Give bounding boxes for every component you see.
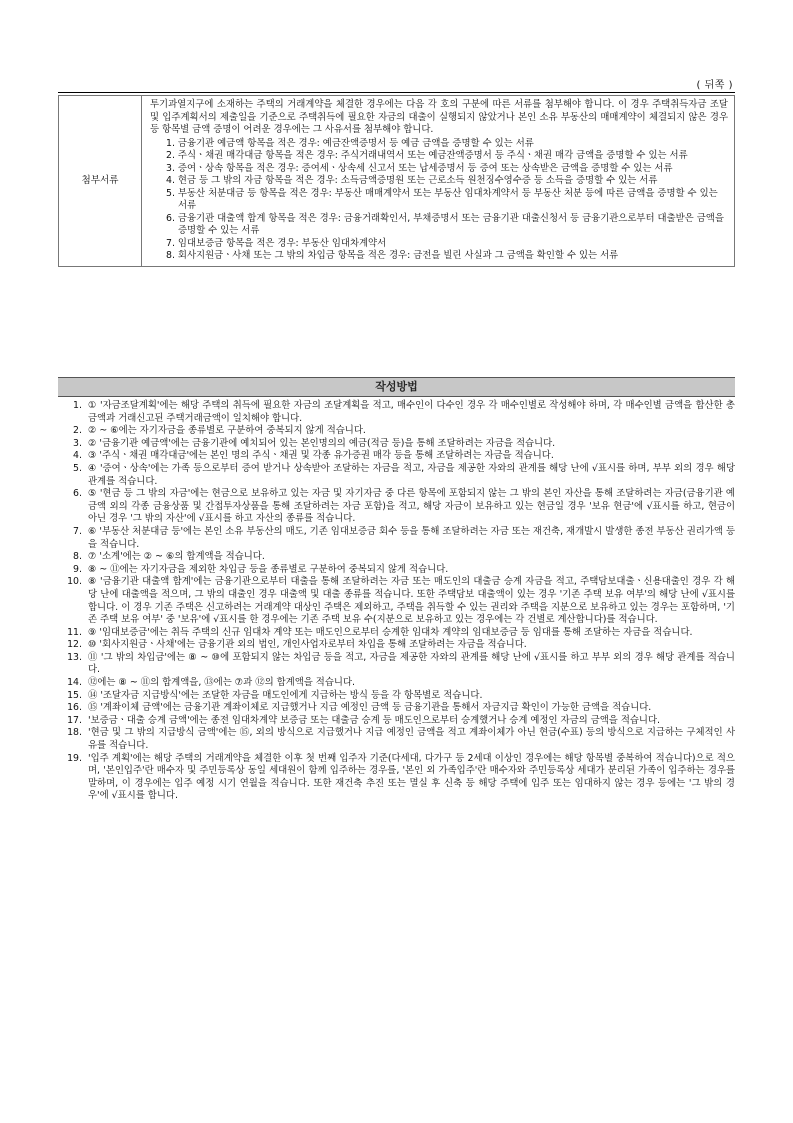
- method-item-text: ④ '증여ㆍ상속'에는 가족 등으로부터 증여 받거나 상속받아 조달하는 자금을 적고, 자금을 제공한 자와의 관계를 해당 난에 √표시를 하며, 부부 외의 경우 해당 관계를 적습니다.: [88, 462, 735, 487]
- method-item-text: ⑨ '임대보증금'에는 취득 주택의 신규 임대차 계약 또는 매도인으로부터 승계한 임대차 계약의 임대보증금 등 임대를 통해 조달하는 자금을 적습니다.: [88, 626, 693, 638]
- method-item-number: 15.: [67, 689, 82, 701]
- method-item: [58, 639, 735, 652]
- attachment-item: 1. 금융기관 예금액 항목을 적은 경우: 예금잔액증명서 등 예금 금액을 증명할 수 있는 서류: [166, 137, 534, 149]
- method-item-text: ⑩ '회사지원금ㆍ사채'에는 금융기관 외의 법인, 개인사업자로부터 차입을 통해 조달하려는 자금을 적습니다.: [88, 639, 527, 651]
- method-item-text: ⑦ '소계'에는 ② ~ ⑥의 합계액을 적습니다.: [88, 551, 265, 563]
- method-item-text: ③ '주식ㆍ채권 매각대금'에는 본인 명의 주식ㆍ채권 및 각종 유가증권 매각 등을 통해 조달하려는 자금을 적습니다.: [88, 450, 554, 462]
- method-item: [58, 526, 735, 551]
- method-item-text: ⑫에는 ⑧ ~ ⑪의 합계액을, ⑬에는 ⑦과 ⑫의 합계액을 적습니다.: [88, 677, 356, 689]
- attachment-item: 6. 금융기관 대출액 합계 항목을 적은 경우: 금융거래확인서, 부채증명서 또는 금융기관 대출신청서 등 금융기관으로부터 대출받은 금액을 증명할 수 있는 서류: [166, 212, 724, 236]
- method-item-number: 11.: [67, 626, 82, 638]
- method-item-number: 4.: [73, 450, 82, 462]
- method-item: [58, 551, 735, 564]
- method-item-text: '현금 및 그 밖의 지급방식 금액'에는 ⑮, 외의 방식으로 지급했거나 지급 예정인 금액을 적고 계좌이체가 아닌 현금(수표) 등의 방식으로 지급하는 구체적인 사유를 적습니다.: [88, 727, 735, 752]
- method-item: [58, 652, 735, 677]
- page-note: ( 뒤쪽 ): [696, 80, 733, 91]
- method-title: 작성방법: [58, 377, 735, 397]
- method-item-number: 12.: [67, 639, 82, 651]
- method-item-number: 16.: [67, 702, 82, 714]
- method-item-text: '입주 계획'에는 해당 주택의 거래계약을 체결한 이후 첫 번째 입주자 기준(다세대, 다가구 등 2세대 이상인 경우에는 해당 항목별 중복하여 적습니다)으로 적으며, '본인입주'란 매수자 및 주민등록상 동일 세대원이 함께 입주하는 경우를, '본인 외 가족입주'란 매수자와 주민등록상 세대가 분리된 가족이 입주하는 경우를 말하며, 이 경우에는 입주 예정 시기 연월을 적습니다. 또한 재건축 추진 또는 멸실 후 신축 등 해당 주택에 입주 또는 임대하지 않는 경우 등에는 '그 밖의 경우'에 √표시를 합니다.: [88, 752, 735, 802]
- attachment-label: 첨부서류: [59, 96, 142, 267]
- method-item-text: '보증금ㆍ대출 승계 금액'에는 종전 임대차계약 보증금 또는 대출금 승계 등 매도인으로부터 승계했거나 승계 예정인 자금의 금액을 적습니다.: [88, 714, 661, 726]
- method-item: [58, 627, 735, 640]
- method-item-text: ⑧ ~ ⑪에는 자기자금을 제외한 차입금 등을 종류별로 구분하여 중복되지 않게 적습니다.: [88, 563, 449, 575]
- method-item-number: 3.: [73, 437, 82, 449]
- method-item-number: 13.: [67, 651, 82, 663]
- method-item-text: ⑪ '그 밖의 차입금'에는 ⑧ ~ ⑩에 포함되지 않는 차입금 등을 적고, 자금을 제공한 자와의 관계를 해당 난에 √표시를 하고 부부 외의 경우 해당 관계를 적습니다.: [88, 651, 735, 676]
- method-item-text: ⑮ '계좌이체 금액'에는 금융기관 계좌이체로 지급했거나 지급 예정인 금액 등 금융기관을 통해서 자금지급 확인이 가능한 금액을 적습니다.: [88, 702, 652, 714]
- method-item: [58, 715, 735, 728]
- method-item-text: ② '금융기관 예금액'에는 금융기관에 예치되어 있는 본인명의의 예금(적금 등)을 통해 조달하려는 자금을 적습니다.: [88, 437, 556, 449]
- method-item-number: 7.: [73, 525, 82, 537]
- attachment-intro: 투기과열지구에 소재하는 주택의 거래계약을 체결한 경우에는 다음 각 호의 구분에 따른 서류를 첨부해야 합니다. 이 경우 주택취득자금 조달 및 입주계획서의 제출일을 기준으로 주택취득에 필요한 자금의 대출이 실행되지 않았거나 본인 소유 부동산의 매매계약이 체결되지 않은 경우 등 항목별 금액 증명이 어려운 경우에는 그 사유서를 첨부해야 합니다.: [150, 99, 728, 135]
- method-item-number: 17.: [67, 714, 82, 726]
- method-item: [58, 753, 735, 803]
- method-item: [58, 450, 735, 463]
- method-item-text: ⑤ '현금 등 그 밖의 자금'에는 현금으로 보유하고 있는 자금 및 자기자금 중 다른 항목에 포함되지 않는 그 밖의 본인 자산을 통해 조달하려는 자금(금융기관 예금액 외의 각종 금융상품 및 간접투자상품을 통해 조달하려는 자금 포함)을 적고, 해당 자금이 보유하고 있는 현금일 경우 '보유 현금'에 √표시를 하고, 현금이 아닌 경우 '그 밖의 자산'에 √표시를 하고 자산의 종류를 적습니다.: [88, 488, 735, 525]
- method-item: [58, 425, 735, 438]
- method-item-number: 14.: [67, 677, 82, 689]
- attachment-item: 8. 회사지원금ㆍ사채 또는 그 밖의 차입금 항목을 적은 경우: 금전을 빌린 사실과 그 금액을 확인할 수 있는 서류: [166, 250, 619, 261]
- attachment-list: [150, 138, 728, 263]
- attachment-item: 5. 부동산 처분대금 등 항목을 적은 경우: 부동산 매매계약서 또는 부동산 임대차계약서 등 부동산 처분 등에 따른 금액을 증명할 수 있는 서류: [166, 187, 718, 211]
- method-item-number: 10.: [67, 576, 82, 588]
- method-item-number: 2.: [73, 425, 82, 437]
- method-item-number: 9.: [73, 563, 82, 575]
- method-item-text: ⑥ '부동산 처분대금 등'에는 본인 소유 부동산의 매도, 기존 임대보증금 회수 등을 통해 조달하려는 자금 또는 재건축, 재개발시 발생한 종전 부동산 권리가액 등을 적습니다.: [88, 525, 735, 550]
- method-item-number: 8.: [73, 551, 82, 563]
- method-item-number: 18.: [67, 727, 82, 739]
- method-item: [58, 677, 735, 690]
- method-item-number: 5.: [73, 462, 82, 474]
- method-item-number: 19.: [67, 752, 82, 764]
- method-item: [58, 727, 735, 752]
- method-item: [58, 576, 735, 626]
- method-item: [58, 488, 735, 526]
- attachment-table: [58, 95, 735, 267]
- method-item: [58, 564, 735, 577]
- method-item-text: ⑭ '조달자금 지급방식'에는 조달한 자금을 매도인에게 지급하는 방식 등을 각 항목별로 적습니다.: [88, 689, 483, 701]
- method-item: [58, 463, 735, 488]
- method-item-text: ① '자금조달계획'에는 해당 주택의 취득에 필요한 자금의 조달계획을 적고, 매수인이 다수인 경우 각 매수인별로 작성해야 하며, 각 매수인별 금액을 합산한 총 금액과 거래신고된 주택거래금액이 일치해야 합니다.: [88, 400, 735, 424]
- attachment-item: 2. 주식ㆍ채권 매각대금 항목을 적은 경우: 주식거래내역서 또는 예금잔액증명서 등 주식ㆍ채권 매각 금액을 증명할 수 있는 서류: [166, 150, 688, 161]
- attachment-item: 7. 임대보증금 항목을 적은 경우: 부동산 임대차계약서: [166, 237, 387, 249]
- method-item-text: ⑧ '금융기관 대출액 합계'에는 금융기관으로부터 대출을 통해 조달하려는 자금 또는 매도인의 대출금 승계 자금을 적고, 주택담보대출ㆍ신용대출인 경우 각 해당 난에 대출액을 적으며, 그 밖의 대출인 경우 대출액 및 대출 종류를 적습니다. 또한 주택담보 대출액이 있는 경우 '기존 주택 보유 여부'의 해당 난에 √표시를 합니다. 이 경우 기존 주택은 신고하려는 거래계약 대상인 주택은 제외하고, 주택을 취득할 수 있는 권리와 주택을 지분으로 보유하고 있는 경우는 포함하며, '기존 주택 보유 여부' 중 '보유'에 √표시를 한 경우에는 기존 주택 보유 수(지분으로 보유하고 있는 경우에는 각 건별로 계산합니다)를 적습니다.: [88, 576, 735, 626]
- method-item-text: ② ~ ⑥에는 자기자금을 종류별로 구분하여 중복되지 않게 적습니다.: [88, 425, 366, 437]
- attachment-body: [142, 96, 735, 267]
- method-item: [58, 438, 735, 451]
- method-item: [58, 400, 735, 425]
- attachment-item: 4. 현금 등 그 밖의 자금 항목을 적은 경우: 소득금액증명원 또는 근로소득 원천징수영수증 등 소득을 증명할 수 있는 서류: [166, 175, 658, 186]
- method-list: [58, 400, 735, 803]
- method-item: [58, 702, 735, 715]
- method-item-number: 1.: [73, 400, 82, 411]
- attachment-item: 3. 증여ㆍ상속 항목을 적은 경우: 증여세ㆍ상속세 신고서 또는 납세증명서 등 증여 또는 상속받은 금액을 증명할 수 있는 서류: [166, 162, 673, 174]
- method-item-number: 6.: [73, 488, 82, 500]
- top-rule: [58, 92, 735, 93]
- method-item: [58, 690, 735, 703]
